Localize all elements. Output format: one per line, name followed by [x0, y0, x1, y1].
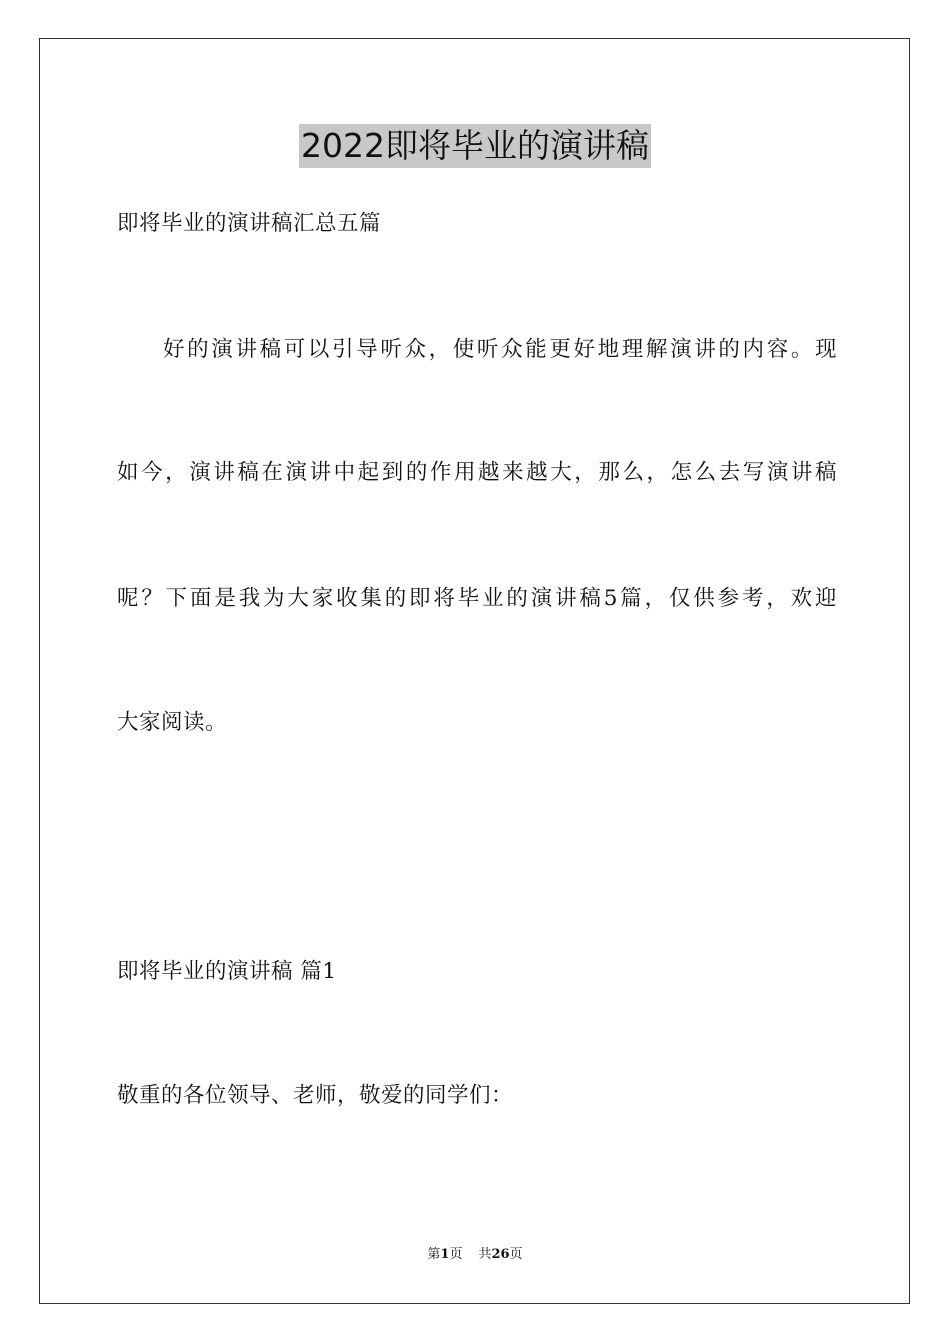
- document-title: 2022即将毕业的演讲稿: [299, 124, 651, 168]
- footer-page-suffix: 页: [449, 1247, 463, 1262]
- footer-total-prefix: 共: [478, 1247, 492, 1262]
- page-footer: [0, 1246, 950, 1264]
- intro-line-4: 大家阅读。: [117, 710, 228, 735]
- footer-total-pages: 26: [491, 1247, 510, 1262]
- footer-page-number: 1: [440, 1247, 450, 1262]
- title-container: [0, 124, 950, 168]
- footer-page-prefix: 第: [427, 1247, 441, 1262]
- footer-total-suffix: 页: [509, 1247, 523, 1262]
- document-subtitle: 即将毕业的演讲稿汇总五篇: [117, 211, 382, 236]
- section-heading: 即将毕业的演讲稿 篇1: [117, 959, 337, 984]
- intro-line-3: 呢？下面是我为大家收集的即将毕业的演讲稿5篇，仅供参考，欢迎: [117, 586, 837, 611]
- intro-line-2: 如今，演讲稿在演讲中起到的作用越来越大，那么，怎么去写演讲稿: [117, 460, 837, 485]
- intro-line-1: 好的演讲稿可以引导听众，使听众能更好地理解演讲的内容。现: [163, 337, 837, 362]
- greeting-line: 敬重的各位领导、老师，敬爱的同学们：: [117, 1083, 514, 1108]
